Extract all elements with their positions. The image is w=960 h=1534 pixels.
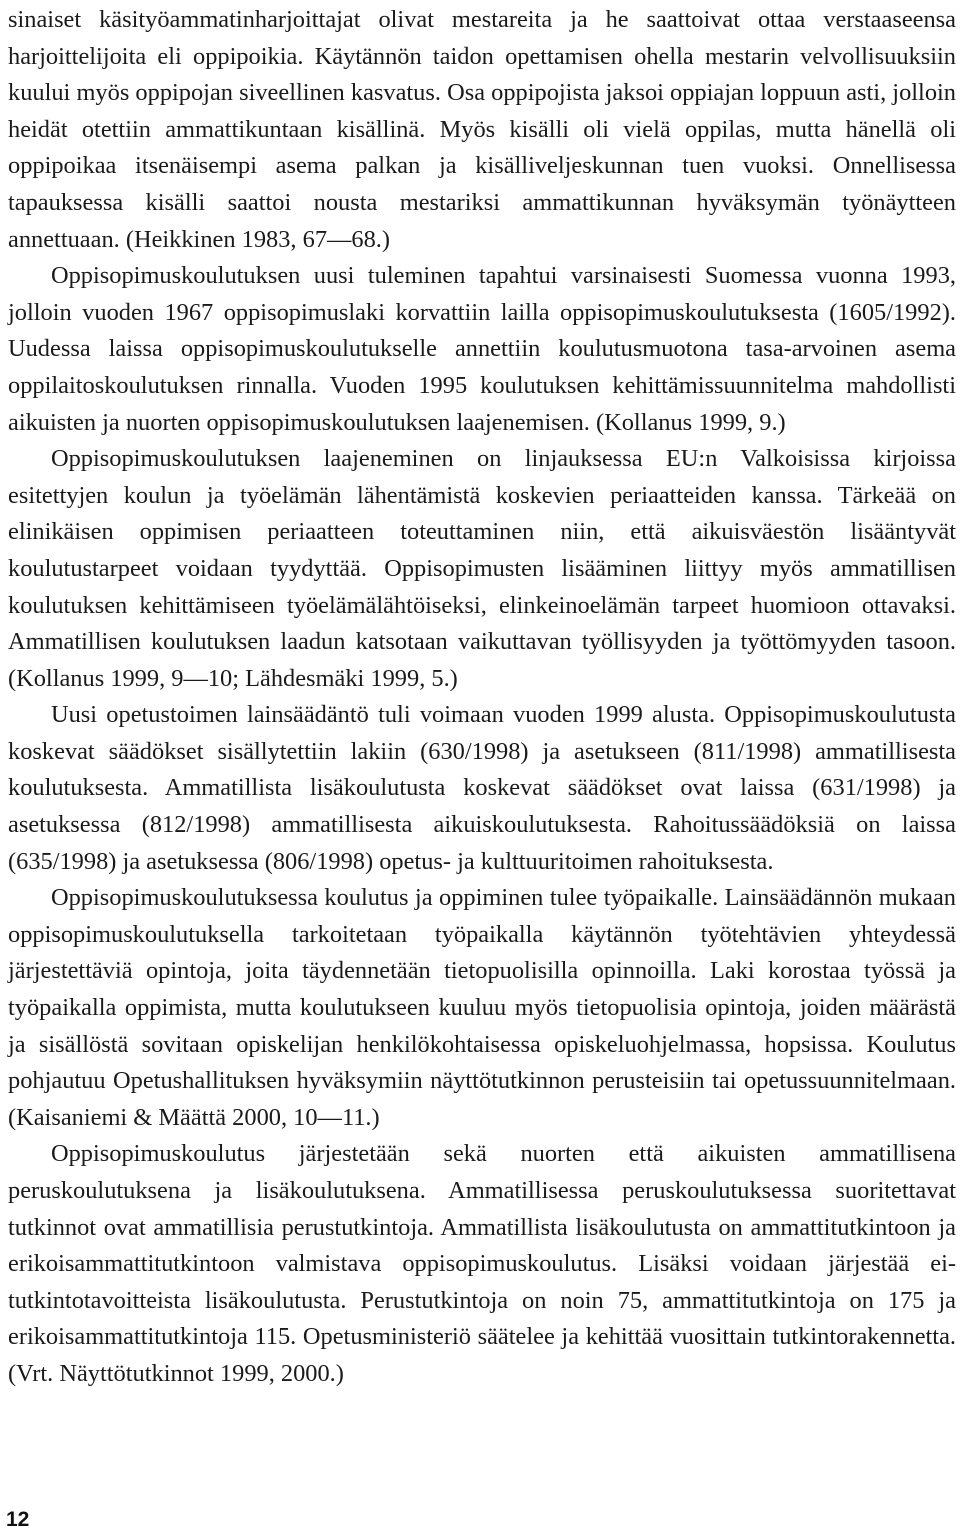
paragraph-3: Oppisopimuskoulutuksen laajeneminen on linjauksessa EU:n Valkoisissa kirjoissa esitettyjen koulun ja työelämän lähentämistä koskevien periaatteiden kanssa. Tärkeää on elinikäisen oppimisen periaatteen toteuttaminen niin, että aikuisväestön lisääntyvät koulutustarpeet voidaan tyydyttää. Oppisopimusten lisääminen liittyy myös ammatillisen koulutuksen kehittämiseen työelämälähtöiseksi, elinkeinoelämän tarpeet huomioon ottavaksi. Ammatillisen koulutuksen laadun katsotaan vaikuttavan työllisyyden ja työttömyyden tasoon. (Kollanus 1999, 9—10; Lähdesmäki 1999, 5.)	[8, 445, 956, 692]
paragraph-5: Oppisopimuskoulutuksessa koulutus ja oppiminen tulee työpaikalle. Lainsäädännön mukaan oppisopimuskoulutuksella tarkoitetaan työpaikalla käytännön työtehtävien yhteydessä järjestettäviä opintoja, joita täydennetään tietopuolisilla opinnoilla. Laki korostaa työssä ja työpaikalla oppimista, mutta koulutukseen kuuluu myös tietopuolisia opintoja, joiden määrästä ja sisällöstä sovitaan opiskelijan henkilökohtaisessa opiskeluohjelmassa, hopsissa. Koulutus pohjautuu Opetushallituksen hyväksymiin näyttötutkinnon perusteisiin tai opetussuunnitelmaan. (Kaisaniemi & Määttä 2000, 10—11.)	[8, 884, 956, 1131]
paragraph-6: Oppisopimuskoulutus järjestetään sekä nuorten että aikuisten ammatillisena peruskoulutuksena ja lisäkoulutuksena. Ammatillisessa peruskoulutuksessa suoritettavat tutkinnot ovat ammatillisia perustutkintoja. Ammatillista lisäkoulutusta on ammattitutkintoon ja erikoisammattitutkintoon valmistava oppisopimuskoulutus. Lisäksi voidaan järjestää ei-tutkintotavoitteista lisäkoulutusta. Perustutkintoja on noin 75, ammattitutkintoja on 175 ja erikoisammattitutkintoja 115. Opetusministeriö säätelee ja kehittää vuosittain tutkintorakennetta. (Vrt. Näyttötutkinnot 1999, 2000.)	[8, 1140, 956, 1387]
page-number: 12	[6, 1508, 30, 1531]
paragraph-1: sinaiset käsityöammatinharjoittajat olivat mestareita ja he saattoivat ottaa verstaaseensa harjoittelijoita eli oppipoikia. Käytännön taidon opettamisen ohella mestarin velvollisuuksiin kuului myös oppipojan siveellinen kasvatus. Osa oppipojista jaksoi oppiajan loppuun asti, jolloin heidät otettiin ammattikuntaan kisällinä. Myös kisälli oli vielä oppilas, mutta hänellä oli oppipoikaa itsenäisempi asema palkan ja kisälliveljeskunnan tuen vuoksi. Onnellisessa tapauksessa kisälli saattoi nousta mestariksi ammattikunnan hyväksymän työnäytteen annettuaan. (Heikkinen 1983, 67—68.)	[8, 6, 956, 253]
paragraph-4: Uusi opetustoimen lainsäädäntö tuli voimaan vuoden 1999 alusta. Oppisopimuskoulutusta koskevat säädökset sisällytettiin lakiin (630/1998) ja asetukseen (811/1998) ammatillisesta koulutuksesta. Ammatillista lisäkoulutusta koskevat säädökset ovat laissa (631/1998) ja asetuksessa (812/1998) ammatillisesta aikuiskoulutuksesta. Rahoitussäädöksiä on laissa (635/1998) ja asetuksessa (806/1998) opetus- ja kulttuuritoimen rahoituksesta.	[8, 701, 956, 875]
document-body	[8, 2, 956, 1393]
paragraph-2: Oppisopimuskoulutuksen uusi tuleminen tapahtui varsinaisesti Suomessa vuonna 1993, jolloin vuoden 1967 oppisopimuslaki korvattiin lailla oppisopimuskoulutuksesta (1605/1992). Uudessa laissa oppisopimuskoulutukselle annettiin koulutusmuotona tasa-arvoinen asema oppilaitoskoulutuksen rinnalla. Vuoden 1995 koulutuksen kehittämissuunnitelma mahdollisti aikuisten ja nuorten oppisopimuskoulutuksen laajenemisen. (Kollanus 1999, 9.)	[8, 262, 956, 436]
